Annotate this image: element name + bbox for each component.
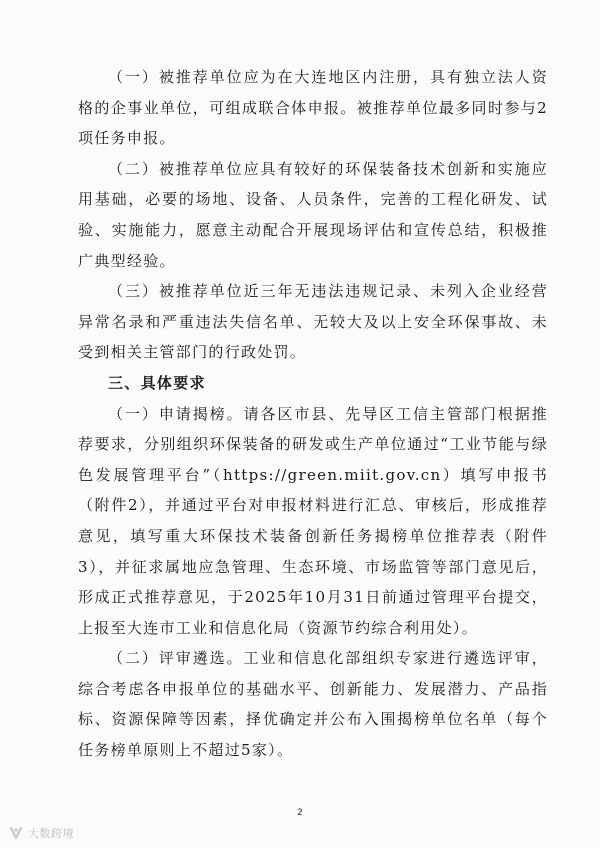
paragraph-2: （二）被推荐单位应具有较好的环保装备技术创新和实施应用基础，必要的场地、设备、人员条件，完善的工程化研发、试验、实施能力，愿意主动配合开展现场评估和宣传总结，积极推广典型经验。 xyxy=(78,159,548,270)
watermark xyxy=(8,824,74,842)
paragraph-5: （二）评审遴选。工业和信息化部组织专家进行遴选评审，综合考虑各申报单位的基础水平、创新能力、发展潜力、产品指标、资源保障等因素，择优确定并公布入围揭榜单位名单（每个任务榜单原则上不超过5家）。 xyxy=(78,649,548,760)
watermark-text: 大数跨境 xyxy=(28,827,74,840)
paragraph-1: （一）被推荐单位应为在大连地区内注册，具有独立法人资格的企事业单位，可组成联合体申报。被推荐单位最多同时参与2项任务申报。 xyxy=(78,68,548,148)
brand-logo-icon xyxy=(8,826,24,840)
page-number: 2 xyxy=(297,808,303,818)
paragraph-4: （一）申请揭榜。请各区市县、先导区工信主管部门根据推荐要求，分别组织环保装备的研发或生产单位通过“工业节能与绿色发展管理平台”（https://green.miit.gov.cn）填写申报书（附件2），并通过平台对申报材料进行汇总、审核后，形成推荐意见，填写重大环保技术装备创新任务揭榜单位推荐表（附件3），并征求属地应急管理、生态环境、市场监管等部门意见后，形成正式推荐意见，于2025年10月31日前通过管理平台提交，上报至大连市工业和信息化局（资源节约综合利用处）。 xyxy=(78,404,548,637)
paragraph-3: （三）被推荐单位近三年无违法违规记录、未列入企业经营异常名录和严重违法失信名单、无较大及以上安全环保事故、未受到相关主管部门的行政处罚。 xyxy=(78,282,548,362)
document-body xyxy=(78,62,548,766)
section-heading: 三、具体要求 xyxy=(108,373,206,392)
